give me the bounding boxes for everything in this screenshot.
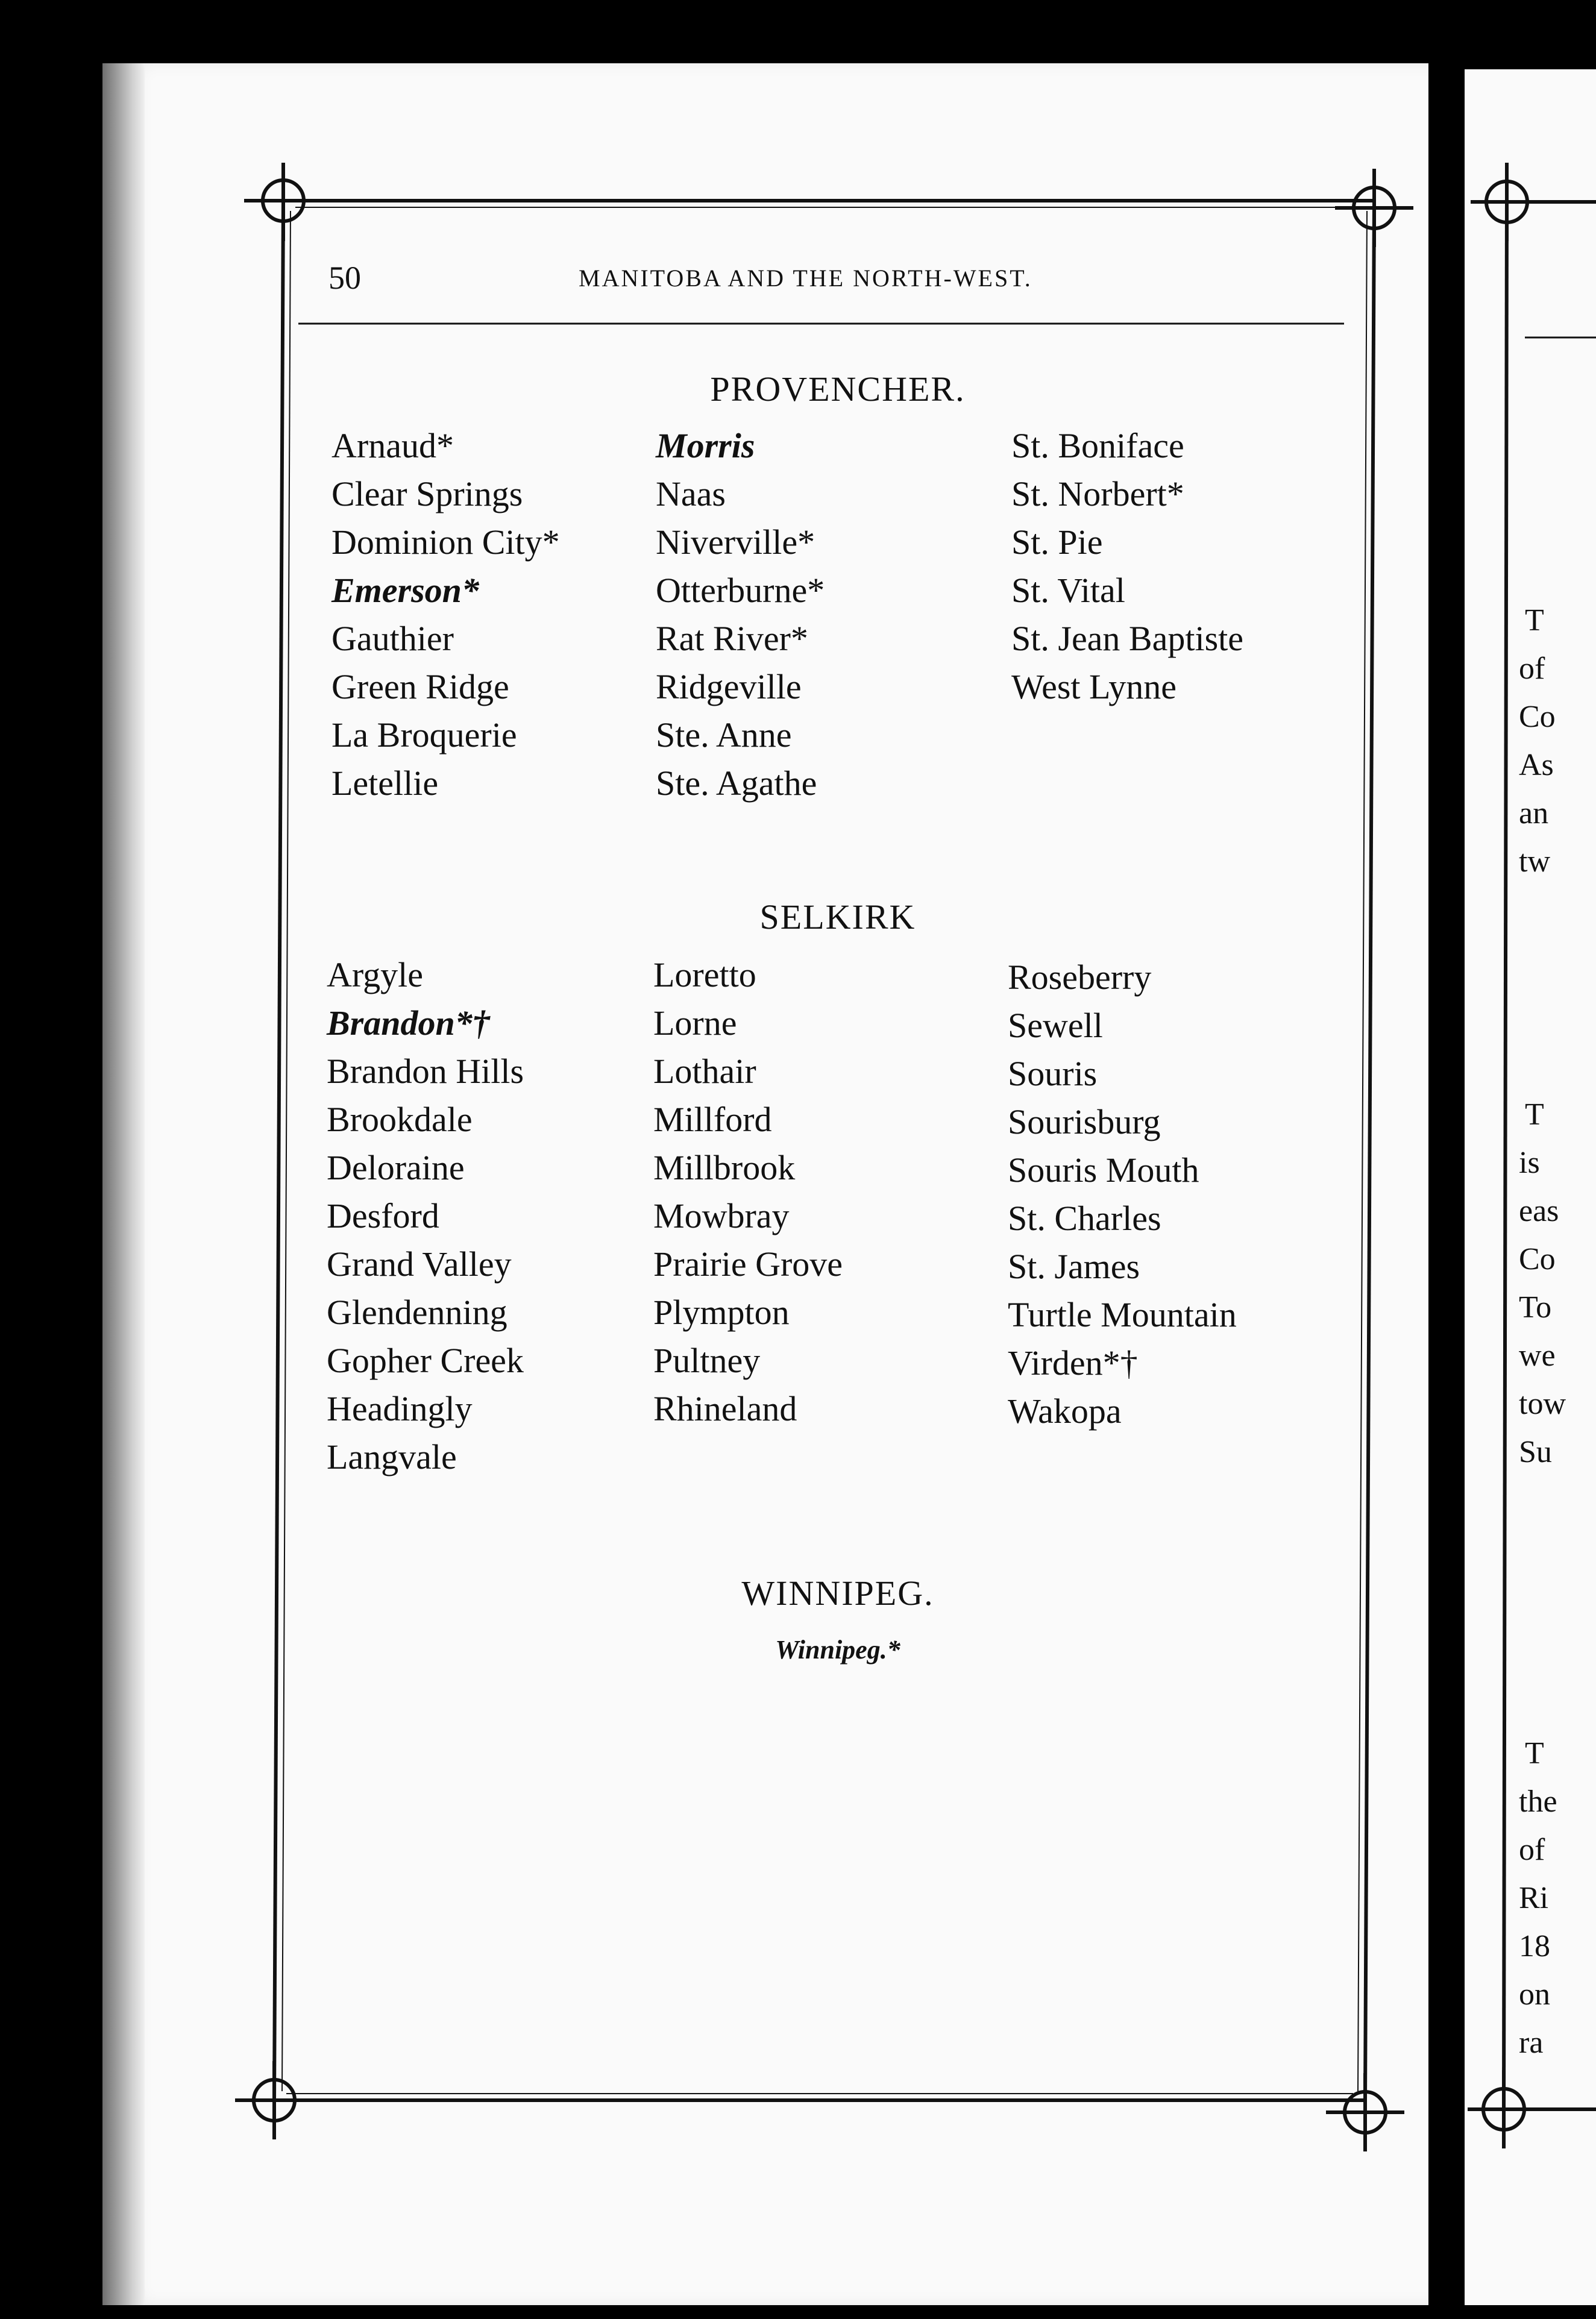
- facing-page-fragment: Su: [1519, 1435, 1552, 1469]
- place-name: Glendenning: [327, 1293, 507, 1332]
- corner-ornament-bottom-right: [1326, 2073, 1404, 2151]
- selkirk-column-2: [653, 951, 843, 1433]
- place-name: St. Norbert*: [1011, 474, 1184, 513]
- corner-ornament-top-right: [1335, 169, 1413, 247]
- facing-page-fragment: of: [1519, 1833, 1545, 1867]
- facing-page-fragment: Ri: [1519, 1881, 1549, 1915]
- place-name: Morris: [656, 426, 755, 465]
- place-name: Gopher Creek: [327, 1341, 524, 1380]
- place-name: Naas: [656, 474, 726, 513]
- place-name: Arnaud*: [331, 426, 454, 465]
- facing-page-fragment: As: [1519, 748, 1554, 782]
- place-name: Niverville*: [656, 522, 815, 562]
- facing-page-fragment: the: [1519, 1784, 1557, 1819]
- facing-page-fragment: eas: [1519, 1194, 1559, 1228]
- place-name: Langvale: [327, 1437, 457, 1476]
- provencher-column-2: [656, 422, 825, 808]
- place-name: Turtle Mountain: [1008, 1295, 1237, 1334]
- place-name: Headingly: [327, 1389, 473, 1428]
- place-name: Plympton: [653, 1293, 790, 1332]
- section-heading-selkirk: SELKIRK: [759, 897, 916, 937]
- selkirk-column-3: [1008, 953, 1237, 1436]
- place-name: West Lynne: [1011, 667, 1177, 706]
- place-name: Roseberry: [1008, 958, 1152, 997]
- page-header: [328, 259, 1413, 301]
- place-name: St. Boniface: [1011, 426, 1184, 465]
- place-name: Argyle: [327, 955, 424, 994]
- place-name: Pultney: [653, 1341, 761, 1380]
- facing-page-fragment: is: [1519, 1146, 1540, 1180]
- place-name: Gauthier: [331, 619, 454, 658]
- place-name: Ste. Agathe: [656, 764, 817, 803]
- corner-ornament-bottom-left: [235, 2061, 316, 2139]
- winnipeg-entry: Winnipeg.*: [775, 1635, 900, 1665]
- facing-page-fragment: T: [1525, 1736, 1544, 1771]
- place-name: La Broquerie: [331, 715, 517, 755]
- running-title: MANITOBA AND THE NORTH-WEST.: [579, 265, 1032, 292]
- place-name: Clear Springs: [331, 474, 523, 513]
- place-name: St. Pie: [1011, 522, 1103, 562]
- place-name: Brandon*†: [327, 1003, 490, 1043]
- facing-page-fragment: T: [1525, 603, 1544, 638]
- page-number: 50: [328, 260, 361, 296]
- place-name: Rat River*: [656, 619, 808, 658]
- place-name: Deloraine: [327, 1148, 465, 1187]
- place-name: Loretto: [653, 955, 756, 994]
- facing-page-fragment: tow: [1519, 1387, 1566, 1421]
- facing-page-fragment: on: [1519, 1977, 1550, 2012]
- place-name: Dominion City*: [331, 522, 560, 562]
- place-name: St. James: [1008, 1247, 1140, 1286]
- place-name: Millbrook: [653, 1148, 796, 1187]
- place-name: St. Charles: [1008, 1199, 1161, 1238]
- place-name: Ridgeville: [656, 667, 802, 706]
- place-name: Lorne: [653, 1003, 737, 1043]
- place-name: Grand Valley: [327, 1244, 512, 1284]
- place-name: Sewell: [1008, 1006, 1103, 1045]
- section-heading-winnipeg: WINNIPEG.: [741, 1574, 934, 1613]
- facing-page-fragment: ra: [1519, 2026, 1544, 2060]
- place-name: Ste. Anne: [656, 715, 792, 755]
- place-name: St. Vital: [1011, 571, 1125, 610]
- place-name: Desford: [327, 1196, 439, 1235]
- place-name: Souris Mouth: [1008, 1150, 1199, 1190]
- place-name: Rhineland: [653, 1389, 797, 1428]
- place-name: Brookdale: [327, 1100, 473, 1139]
- place-name: Virden*†: [1008, 1343, 1138, 1382]
- facing-page-fragment: Co: [1519, 1242, 1556, 1276]
- facing-page-fragment: To: [1519, 1290, 1552, 1325]
- facing-page-fragment: T: [1525, 1097, 1544, 1132]
- place-name: St. Jean Baptiste: [1011, 619, 1244, 658]
- place-name: Millford: [653, 1100, 772, 1139]
- place-name: Brandon Hills: [327, 1052, 524, 1091]
- facing-page-fragment: tw: [1519, 844, 1550, 879]
- facing-page-border: [1468, 163, 1596, 2148]
- place-name: Sourisburg: [1008, 1102, 1161, 1141]
- place-name: Green Ridge: [331, 667, 509, 706]
- place-name: Prairie Grove: [653, 1244, 843, 1284]
- place-name: Otterburne*: [656, 571, 825, 610]
- place-name: Lothair: [653, 1052, 756, 1091]
- section-heading-provencher: PROVENCHER.: [710, 369, 966, 409]
- facing-page-fragment: of: [1519, 651, 1545, 686]
- place-name: Souris: [1008, 1054, 1098, 1093]
- place-name: Letellie: [331, 764, 439, 803]
- place-name: Wakopa: [1008, 1392, 1122, 1431]
- facing-page-fragment: we: [1519, 1338, 1556, 1373]
- facing-page-fragment: Co: [1519, 700, 1556, 734]
- place-name: Mowbray: [653, 1196, 790, 1235]
- corner-ornament-top-left: [244, 163, 325, 241]
- provencher-column-1: [331, 422, 560, 808]
- facing-page-fragment: 18: [1519, 1929, 1550, 1963]
- place-name: Emerson*: [331, 571, 479, 610]
- selkirk-column-1: [327, 951, 524, 1481]
- facing-page-fragment: an: [1519, 796, 1549, 830]
- provencher-column-3: [1011, 422, 1243, 711]
